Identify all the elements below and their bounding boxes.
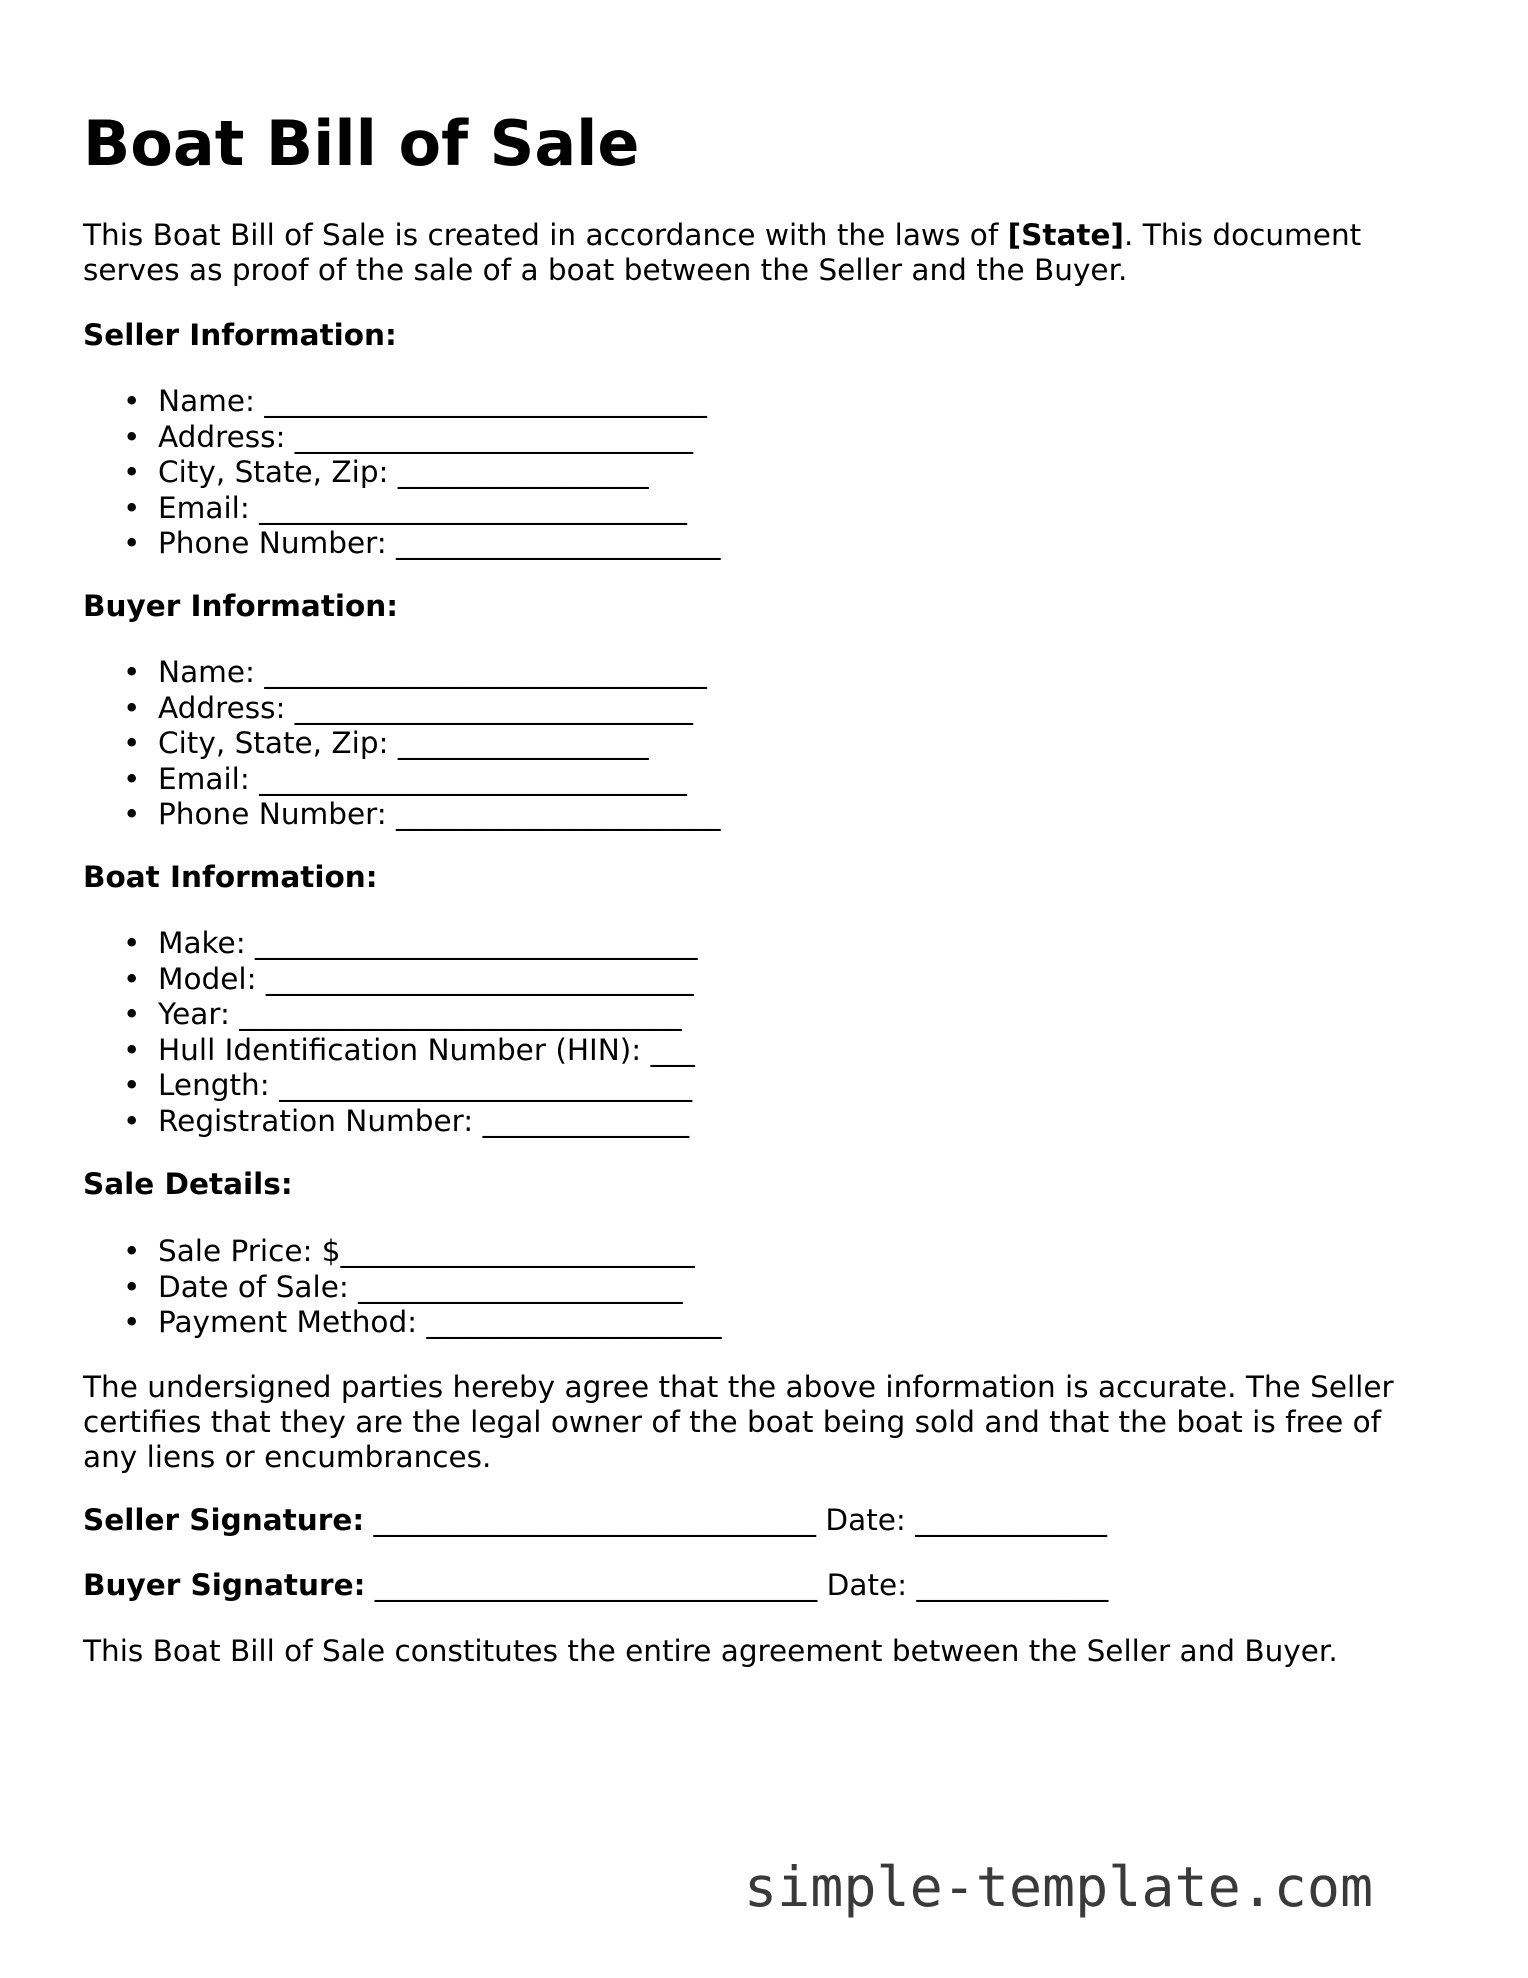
boat-make-field: • Make: ______________________________ [83,926,698,962]
seller-name-field: • Name: ______________________________ [83,384,721,420]
buyer-phone-field: • Phone Number: ______________________ [83,797,721,833]
intro-paragraph [83,218,1423,288]
boat-fields-list [83,926,698,1139]
buyer-address-field: • Address: ___________________________ [83,691,721,727]
seller-phone-field: • Phone Number: ______________________ [83,526,721,562]
state-placeholder: [State] [1007,218,1124,252]
seller-fields-list [83,384,721,562]
buyer-city-state-zip-field: • City, State, Zip: _________________ [83,726,721,762]
sale-date-field: • Date of Sale: ______________________ [83,1270,721,1306]
boat-hin-field: • Hull Identification Number (HIN): ___ [83,1033,698,1069]
intro-text-after: . This document serves as proof of the sale of a boat between the Seller and the Buyer. [83,218,1362,287]
boat-year-field: • Year: ______________________________ [83,997,698,1033]
sale-price-field: • Sale Price: $________________________ [83,1234,721,1270]
watermark-text: simple-template.com [744,1855,1374,1919]
closing-paragraph: This Boat Bill of Sale constitutes the entire agreement between the Seller and Buyer. [83,1634,1338,1668]
sale-details-heading: Sale Details: [83,1167,293,1201]
seller-signature-label: Seller Signature: [83,1503,365,1537]
certification-paragraph: The undersigned parties hereby agree that the above information is accurate. The Seller certifies that they are the legal owner of the boat being sold and that the boat is free of any liens or encumbrances. [83,1370,1394,1474]
boat-length-field: • Length: ____________________________ [83,1068,698,1104]
seller-signature-row [83,1503,1107,1538]
buyer-info-heading: Buyer Information: [83,589,399,623]
buyer-name-field: • Name: ______________________________ [83,655,721,691]
sale-fields-list [83,1234,721,1341]
buyer-signature-row [83,1568,1108,1603]
buyer-signature-label: Buyer Signature: [83,1568,366,1602]
boat-info-heading: Boat Information: [83,860,378,894]
page-title: Boat Bill of Sale [83,107,640,180]
seller-email-field: • Email: _____________________________ [83,491,721,527]
buyer-fields-list [83,655,721,833]
boat-model-field: • Model: _____________________________ [83,962,698,998]
seller-address-field: • Address: ___________________________ [83,420,721,456]
seller-info-heading: Seller Information: [83,318,397,352]
seller-city-state-zip-field: • City, State, Zip: _________________ [83,455,721,491]
seller-signature-line: ______________________________ Date: _____________ [364,1503,1107,1537]
buyer-signature-line: ______________________________ Date: _____________ [365,1568,1109,1602]
boat-registration-field: • Registration Number: ______________ [83,1104,698,1140]
buyer-email-field: • Email: _____________________________ [83,762,721,798]
intro-text-before: This Boat Bill of Sale is created in accordance with the laws of [83,218,1008,252]
payment-method-field: • Payment Method: ____________________ [83,1305,721,1341]
